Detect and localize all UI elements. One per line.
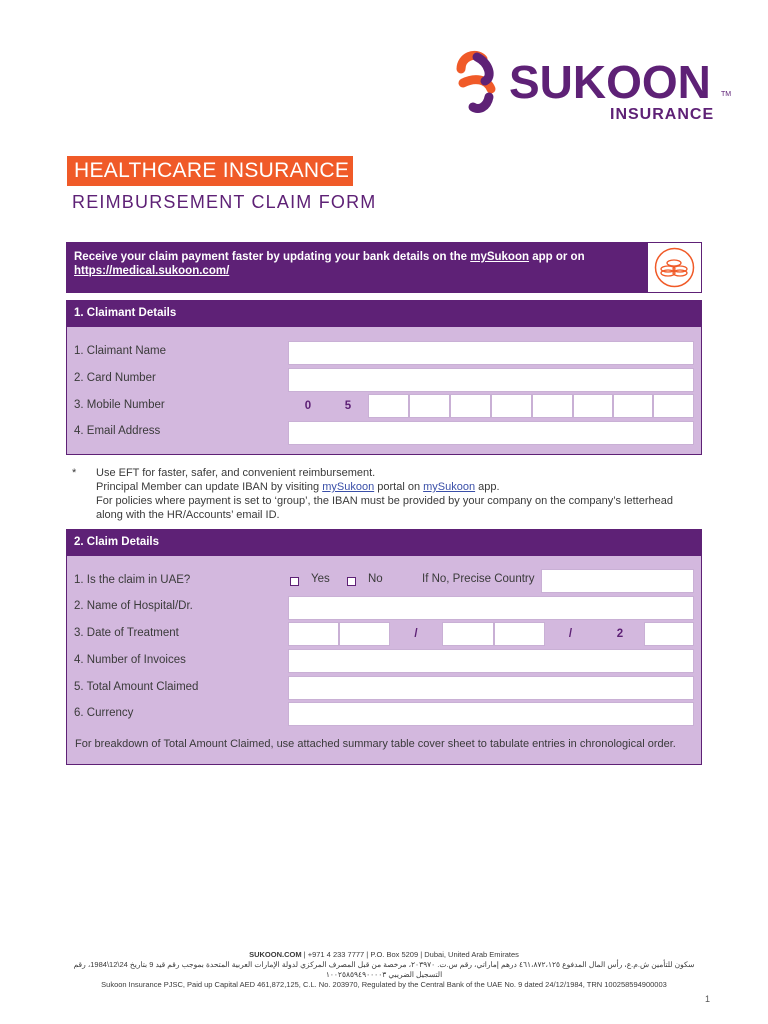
date-day-cell[interactable] [288,622,339,646]
claimant-name-label: 1. Claimant Name [74,345,167,357]
footer-english-legal: Sukoon Insurance PJSC, Paid up Capital AED 461,872,125, C.L. No. 203970, Regulated by the Central Bank of the UAE No. 9 dated 24/12/1984, TRN 100258594900003 [101,980,667,989]
no-checkbox[interactable] [347,577,356,586]
mobile-prefix [288,394,368,418]
card-number-field[interactable] [288,368,694,392]
note-asterisk: * [72,467,77,479]
mobile-prefix-digit-5: 5 [344,400,352,412]
form-category-title: HEALTHCARE INSURANCE [67,156,353,186]
total-amount-label: 5. Total Amount Claimed [74,681,199,693]
date-month-cell[interactable] [494,622,545,646]
country-field[interactable] [541,569,694,593]
medical-portal-link[interactable]: https://medical.sukoon.com/ [74,265,230,277]
email-address-field[interactable] [288,421,694,445]
mobile-digit-cell[interactable] [532,394,573,418]
hospital-field[interactable] [288,596,694,620]
note-line-1: Use EFT for faster, safer, and convenient reimbursement. [96,467,376,479]
footer-contact: SUKOON.COM | +971 4 233 7777 | P.O. Box 5209 | Dubai, United Arab Emirates [249,950,519,959]
mobile-prefix-digit-0: 0 [304,400,312,412]
mobile-digit-cell[interactable] [368,394,409,418]
note-line-3: For policies where payment is set to ‘group’, the IBAN must be provided by your company on the company’s letterhead [96,495,673,507]
footer-arabic-legal: سكون للتأمين ش.م.ع، رأس المال المدفوع ٤٦١،٨٧٢،١٢٥ درهم إماراتي، رقم س.ت. ٢٠٣٩٧٠، مرخصة من قبل المصرف المركزي لدولة الإمارات العربية المتحدة بموجب رقم قيد 9 بتاريخ 24\12\1984، رقم التسجيل الضريبي ١٠٠٢٥٨٥٩٤٩٠٠٠٠٣ [73,960,695,979]
date-of-treatment-label: 3. Date of Treatment [74,627,179,639]
yes-checkbox[interactable] [290,577,299,586]
section-claimant-details-heading: 1. Claimant Details [66,300,702,327]
date-year-cell[interactable] [644,622,694,646]
email-address-label: 4. Email Address [74,425,161,437]
hospital-label: 2. Name of Hospital/Dr. [74,600,193,612]
currency-label: 6. Currency [74,707,134,719]
logo-subtitle: INSURANCE [610,106,715,123]
date-day-cell[interactable] [339,622,390,646]
card-number-label: 2. Card Number [74,372,156,384]
section-claim-details [66,556,702,765]
no-label: No [368,573,383,585]
banner-text: Receive your claim payment faster by updating your bank details on the mySukoon app or on https://medical.sukoon.com/ [74,251,585,277]
logo-wordmark: SUKOON [509,56,711,108]
mobile-digit-cell[interactable] [573,394,613,418]
mysukoon-app-link-2[interactable]: mySukoon [423,481,476,493]
page-number: 1 [705,994,711,1004]
section-claim-details-heading: 2. Claim Details [66,529,702,556]
claimant-name-field[interactable] [288,341,694,365]
coins-icon [647,242,702,293]
logo-trademark: TM [721,91,732,98]
number-of-invoices-field[interactable] [288,649,694,673]
mysukoon-app-link[interactable]: mySukoon [470,251,530,263]
yes-label: Yes [311,573,330,585]
breakdown-instruction: For breakdown of Total Amount Claimed, use attached summary table cover sheet to tabulate entries in chronological order. [75,738,676,750]
date-separator: / [545,622,596,646]
mobile-digit-cell[interactable] [409,394,450,418]
mobile-digit-cell[interactable] [613,394,653,418]
country-label: If No, Precise Country [422,573,535,585]
total-amount-field[interactable] [288,676,694,700]
date-separator: / [390,622,442,646]
claim-in-uae-label: 1. Is the claim in UAE? [74,574,191,586]
footer-website-link[interactable]: SUKOON.COM [249,950,302,959]
payment-banner [66,242,702,293]
footer [60,950,708,990]
note-line-4: along with the HR/Accounts’ email ID. [96,509,280,521]
mobile-digit-cell[interactable] [450,394,491,418]
date-month-cell[interactable] [442,622,494,646]
section-claimant-details [66,327,702,455]
mysukoon-portal-link[interactable]: mySukoon [322,481,375,493]
currency-field[interactable] [288,702,694,726]
number-of-invoices-label: 4. Number of Invoices [74,654,186,666]
note-line-2: Principal Member can update IBAN by visiting mySukoon portal on mySukoon app. [96,481,500,493]
mobile-digit-cell[interactable] [491,394,532,418]
mobile-digit-cell[interactable] [653,394,694,418]
sukoon-mark-icon [455,47,505,117]
sukoon-logo [455,47,732,123]
mobile-number-label: 3. Mobile Number [74,399,165,411]
year-prefix: 2 [596,622,644,646]
form-title: REIMBURSEMENT CLAIM FORM [72,192,377,212]
